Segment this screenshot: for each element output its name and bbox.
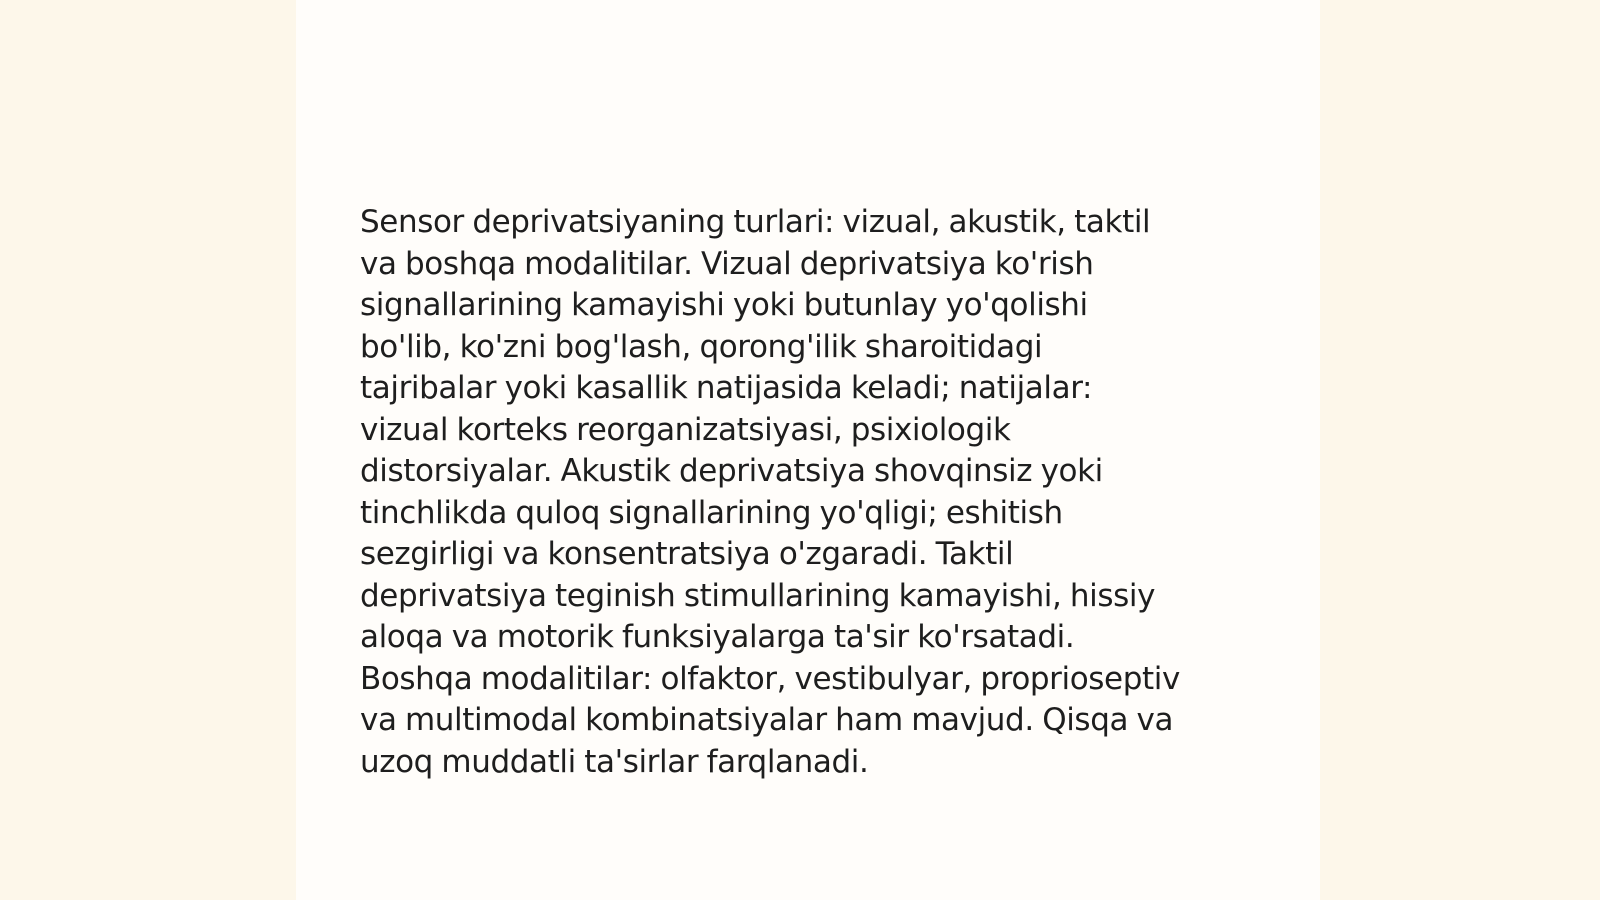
text-line: va multimodal kombinatsiyalar ham mavjud. Qisqa va [360,702,1174,738]
text-line: tajribalar yoki kasallik natijasida keladi; natijalar: [360,370,1093,406]
text-line: aloqa va motorik funksiyalarga ta'sir ko'rsatadi. [360,619,1075,655]
document-page [296,0,1320,900]
text-line: tinchlikda quloq signallarining yo'qligi; eshitish [360,494,1063,531]
text-line: vizual korteks reorganizatsiyasi, psixiologik [360,411,1011,448]
text-line: Sensor deprivatsiyaning turlari: vizual, akustik, taktil [360,204,1151,240]
text-line: sezgirligi va konsentratsiya o'zgaradi. Taktil [360,536,1014,572]
text-line: signallarining kamayishi yoki butunlay yo'qolishi [360,287,1088,323]
text-line: distorsiyalar. Akustik deprivatsiya shovqinsiz yoki [360,453,1103,489]
body-paragraph [360,202,1250,783]
text-line: va boshqa modalitilar. Vizual deprivatsiya ko'rish [360,245,1094,282]
text-line: deprivatsiya teginish stimullarining kamayishi, hissiy [360,577,1156,614]
text-line: uzoq muddatli ta'sirlar farqlanadi. [360,743,869,780]
text-line: Boshqa modalitilar: olfaktor, vestibulyar, proprioseptiv [360,660,1180,697]
text-line: bo'lib, ko'zni bog'lash, qorong'ilik sharoitidagi [360,328,1043,365]
